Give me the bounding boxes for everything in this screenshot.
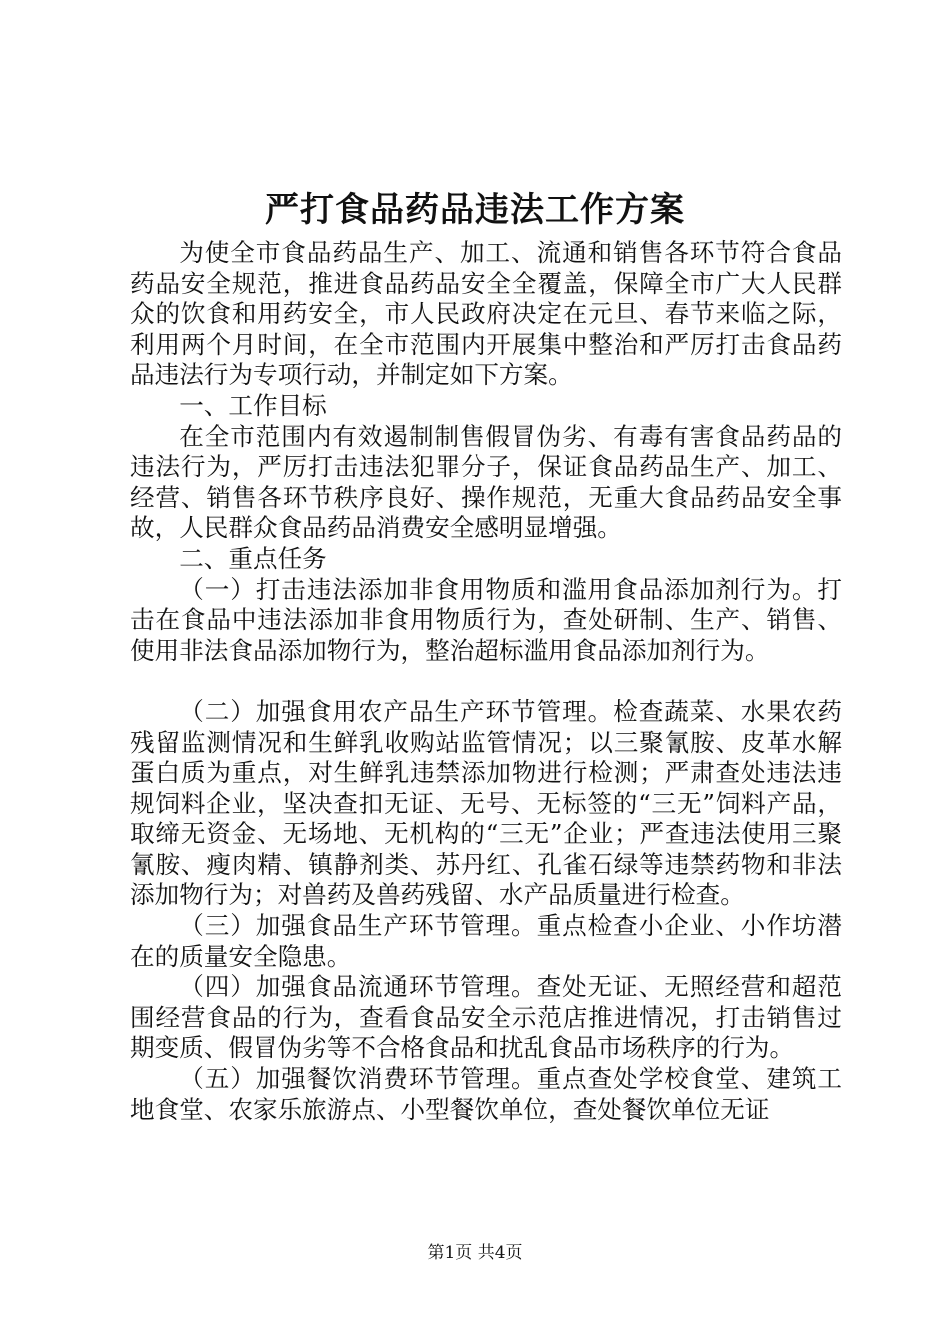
task-paragraph-3: （三）加强食品生产环节管理。重点检查小企业、小作坊潜在的质量安全隐患。 <box>130 911 842 971</box>
document-title: 严打食品药品违法工作方案 <box>265 190 685 230</box>
document-body <box>130 238 842 1125</box>
task-paragraph-1: （一）打击违法添加非食用物质和滥用食品添加剂行为。打击在食品中违法添加非食用物质行为，查处研制、生产、销售、使用非法食品添加物行为，整治超标滥用食品添加剂行为。 <box>130 574 842 665</box>
page-footer: 第1页 共4页 <box>427 1243 523 1263</box>
blank-line <box>130 666 842 697</box>
task-paragraph-5: （五）加强餐饮消费环节管理。重点查处学校食堂、建筑工地食堂、农家乐旅游点、小型餐饮单位，查处餐饮单位无证 <box>130 1064 842 1124</box>
section-heading-goals: 一、工作目标 <box>179 390 327 420</box>
section-heading-tasks: 二、重点任务 <box>179 543 327 573</box>
task-paragraph-2: （二）加强食用农产品生产环节管理。检查蔬菜、水果农药残留监测情况和生鲜乳收购站监管情况；以三聚氰胺、皮革水解蛋白质为重点，对生鲜乳违禁添加物进行检测；严肃查处违法违规饲料企业，坚决查扣无证、无号、无标签的“三无”饲料产品，取缔无资金、无场地、无机构的“三无”企业；严查违法使用三聚氰胺、瘦肉精、镇静剂类、苏丹红、孔雀石绿等违禁药物和非法添加物行为；对兽药及兽药残留、水产品质量进行检查。 <box>130 696 842 910</box>
task-paragraph-4: （四）加强食品流通环节管理。查处无证、无照经营和超范围经营食品的行为，查看食品安全示范店推进情况，打击销售过期变质、假冒伪劣等不合格食品和扰乱食品市场秩序的行为。 <box>130 972 842 1063</box>
goals-paragraph: 在全市范围内有效遏制制售假冒伪劣、有毒有害食品药品的违法行为，严厉打击违法犯罪分子，保证食品药品生产、加工、经营、销售各环节秩序良好、操作规范，无重大食品药品安全事故，人民群众食品药品消费安全感明显增强。 <box>130 421 842 543</box>
intro-paragraph: 为使全市食品药品生产、加工、流通和销售各环节符合食品药品安全规范，推进食品药品安全全覆盖，保障全市广大人民群众的饮食和用药安全，市人民政府决定在元旦、春节来临之际，利用两个月时间，在全市范围内开展集中整治和严厉打击食品药品违法行为专项行动，并制定如下方案。 <box>130 238 842 390</box>
